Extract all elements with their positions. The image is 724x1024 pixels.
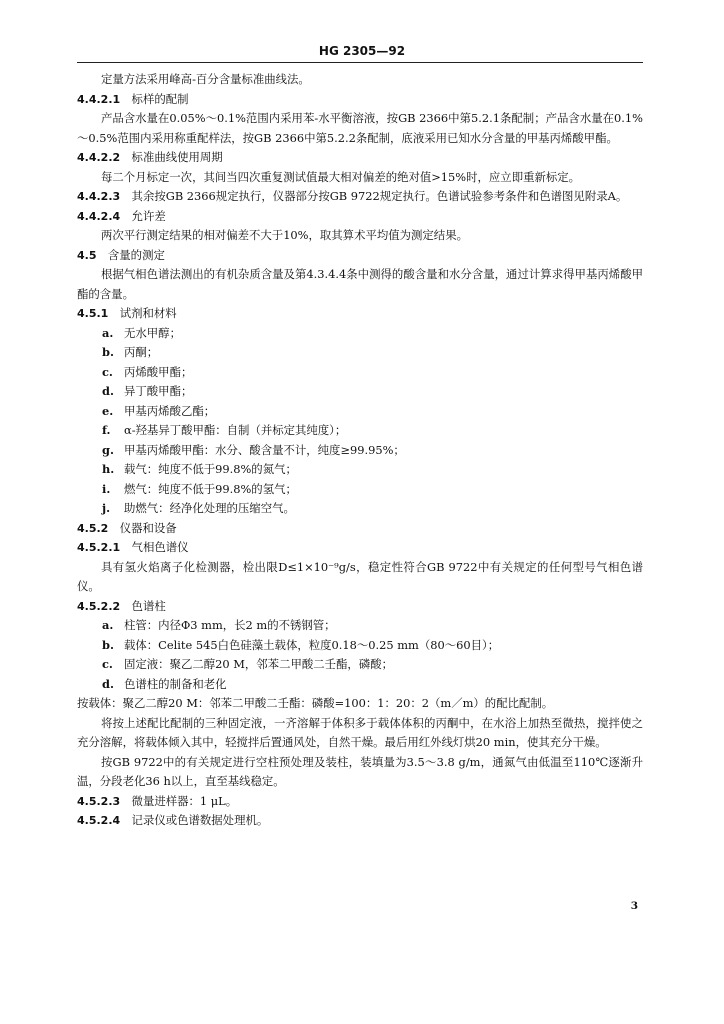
section-title: 标准曲线使用周期: [131, 150, 223, 164]
document-body: [77, 70, 643, 831]
column-item: [77, 675, 643, 695]
list-text: 甲基丙烯酸甲酯：水分、酸含量不计，纯度≥99.95%；: [124, 442, 405, 457]
paragraph: 按载体：聚乙二醇20 M：邻苯二甲酸二壬酯：磷酸=100：1：20：2（m／m）的配比配制。: [77, 696, 554, 710]
section-number: 4.5.1: [77, 307, 109, 320]
section-paragraph: [77, 187, 643, 207]
section-title: 试剂和材料: [119, 306, 177, 320]
section-number: 4.5.2.3: [77, 794, 121, 808]
paragraph: 两次平行测定结果的相对偏差不大于10%，取其算术平均值为测定结果。: [100, 228, 468, 242]
list-marker: a.: [102, 618, 114, 632]
list-marker: h.: [102, 462, 115, 476]
list-marker: b.: [102, 637, 114, 652]
section-heading: [77, 207, 643, 227]
section-heading: [77, 597, 643, 617]
reagent-item: [77, 480, 643, 500]
list-text: 柱管：内径Φ3 mm，长2 m的不锈钢管；: [124, 618, 336, 632]
section-heading: [77, 304, 643, 324]
section-number: 4.4.2.1: [77, 92, 121, 106]
section-heading: [77, 519, 643, 539]
list-text: 助燃气：经净化处理的压缩空气。: [124, 501, 295, 515]
list-marker: e.: [102, 403, 114, 418]
section-number: 4.5: [77, 248, 97, 262]
reagent-item: [77, 343, 643, 363]
section-text: 微量进样器：1 μL。: [131, 793, 238, 808]
reagent-item: [77, 441, 643, 461]
list-text: 丙烯酸甲酯；: [124, 364, 193, 379]
list-marker: b.: [102, 345, 114, 359]
paragraph: 按GB 9722中的有关规定进行空柱预处理及装柱，装填量为3.5～3.8 g/m，通氮气由低温至110℃逐渐升温，分段老化36 h以上，直至基线稳定。: [77, 754, 643, 788]
reagent-item: [77, 499, 643, 519]
section-number: 4.5.2.4: [77, 814, 121, 827]
list-marker: j.: [102, 501, 111, 515]
paragraph: 产品含水量在0.05%～0.1%范围内采用苯-水平衡溶液，按GB 2366中第5.2.1条配制；产品含水量在0.1%～0.5%范围内采用称重配样法，按GB 2366中第5.2.2条配制，底液采用已知水分含量的甲基丙烯酸甲酯。: [77, 111, 643, 145]
column-item: [77, 636, 643, 656]
reagent-item: [77, 324, 643, 344]
list-text: 燃气：纯度不低于99.8%的氢气；: [124, 481, 297, 496]
paragraph: 定量方法采用峰高-百分含量标准曲线法。: [100, 72, 310, 86]
page-number: 3: [630, 900, 638, 912]
list-marker: d.: [102, 384, 114, 398]
section-text: 其余按GB 2366规定执行，仪器部分按GB 9722规定执行。色谱试验参考条件和色谱图见附录A。: [131, 189, 628, 203]
list-text: 无水甲醇；: [124, 325, 181, 340]
reagent-item: [77, 382, 643, 402]
section-heading: [77, 90, 643, 110]
section-heading: [77, 538, 643, 558]
section-title: 允许差: [131, 208, 166, 223]
list-text: 载体：Celite 545白色硅藻土载体，粒度0.18～0.25 mm（80～60目）；: [124, 637, 500, 652]
list-text: 固定液：聚乙二醇20 M，邻苯二甲酸二壬酯，磷酸；: [124, 657, 393, 671]
section-title: 含量的测定: [107, 247, 165, 262]
column-item: [77, 655, 643, 675]
reagent-item: [77, 460, 643, 480]
list-marker: a.: [102, 325, 114, 340]
section-title: 色谱柱: [131, 598, 166, 613]
list-text: 异丁酸甲酯；: [124, 384, 193, 398]
reagent-item: [77, 421, 643, 441]
list-text: 丙酮；: [124, 345, 159, 359]
section-number: 4.4.2.3: [77, 190, 121, 203]
section-title: 仪器和设备: [119, 520, 177, 535]
section-paragraph: [77, 792, 643, 812]
list-text: 色谱柱的制备和老化: [124, 676, 227, 691]
paragraph: 将按上述配比配制的三种固定液，一齐溶解于体积多于载体体积的丙酮中，在水浴上加热至微热，搅拌使之充分溶解，将载体倾入其中，轻搅拌后置通风处，自然干燥。最后用红外线灯烘20 min，使其充分干燥。: [77, 715, 643, 749]
list-marker: c.: [102, 657, 113, 671]
section-title: 气相色谱仪: [131, 540, 189, 554]
list-marker: d.: [102, 676, 114, 691]
section-heading: [77, 811, 643, 831]
reagent-item: [77, 402, 643, 422]
standard-code-header: HG 2305—92: [318, 44, 406, 58]
section-title: 记录仪或色谱数据处理机。: [131, 813, 269, 827]
list-marker: f.: [102, 423, 111, 437]
section-heading: [77, 148, 643, 168]
list-text: α-羟基异丁酸甲酯：自制（并标定其纯度）；: [124, 423, 347, 437]
list-marker: g.: [102, 442, 114, 457]
section-number: 4.5.2: [77, 521, 109, 535]
header-rule: [77, 62, 643, 63]
section-number: 4.5.2.2: [77, 599, 121, 613]
paragraph: 每二个月标定一次，其间当四次重复测试值最大相对偏差的绝对值>15%时，应立即重新标定。: [100, 169, 581, 184]
column-item: [77, 616, 643, 636]
section-number: 4.4.2.2: [77, 151, 121, 164]
list-marker: c.: [102, 364, 113, 379]
section-heading: [77, 246, 643, 266]
paragraph: 根据气相色谱法测出的有机杂质含量及第4.3.4.4条中测得的酸含量和水分含量，通过计算求得甲基丙烯酸甲酯的含量。: [77, 267, 643, 301]
list-text: 载气：纯度不低于99.8%的氮气；: [124, 462, 297, 476]
section-title: 标样的配制: [131, 91, 189, 106]
list-text: 甲基丙烯酸乙酯；: [124, 403, 216, 418]
section-number: 4.5.2.1: [77, 541, 121, 554]
section-number: 4.4.2.4: [77, 209, 121, 223]
paragraph: 具有氢火焰离子化检测器，检出限D≤1×10⁻⁹g/s，稳定性符合GB 9722中有关规定的任何型号气相色谱仪。: [77, 559, 643, 593]
list-marker: i.: [102, 481, 111, 496]
reagent-item: [77, 363, 643, 383]
